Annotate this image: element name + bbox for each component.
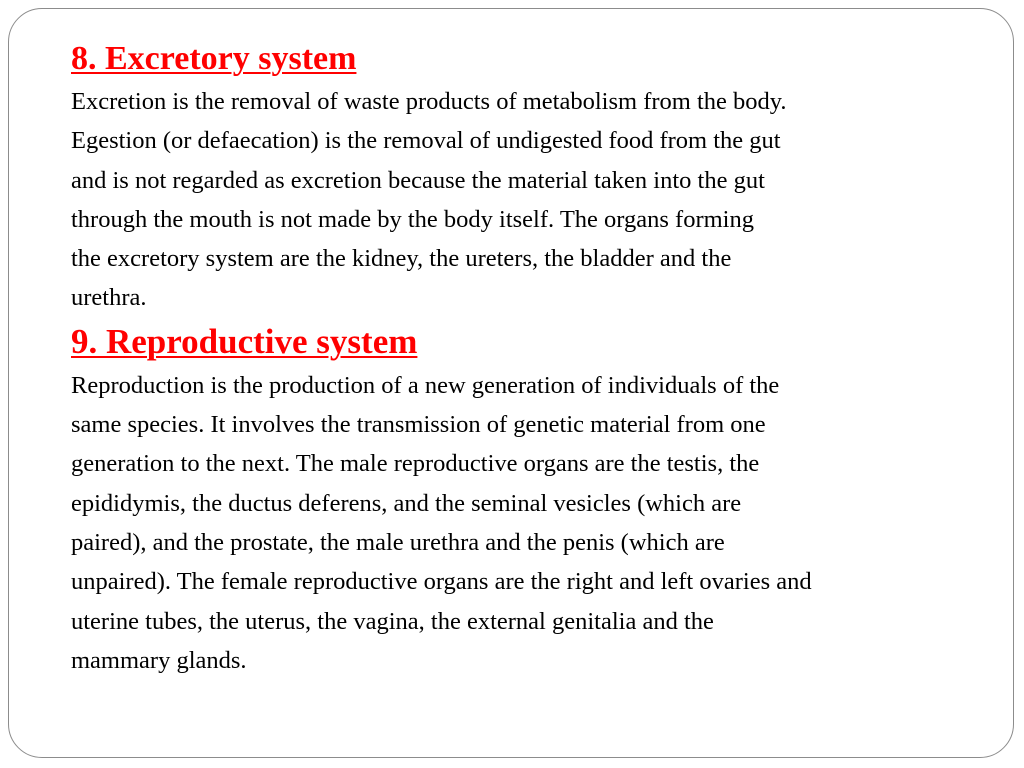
paragraph-line: epididymis, the ductus deferens, and the seminal vesicles (which are [71, 489, 742, 517]
paragraph-line: mammary glands. [71, 646, 247, 674]
slide-frame [8, 8, 1014, 758]
paragraph-line: through the mouth is not made by the body itself. The organs forming [71, 205, 754, 233]
reproductive-system-paragraph [71, 366, 971, 680]
excretory-system-heading: 8. Excretory system [71, 40, 357, 77]
paragraph-line: unpaired). The female reproductive organs are the right and left ovaries and [71, 568, 812, 596]
paragraph-line: same species. It involves the transmission of genetic material from one [71, 411, 766, 439]
paragraph-line: and is not regarded as excretion because the material taken into the gut [71, 166, 765, 194]
paragraph-line: uterine tubes, the uterus, the vagina, the external genitalia and the [71, 607, 714, 635]
paragraph-line: paired), and the prostate, the male urethra and the penis (which are [71, 528, 725, 556]
paragraph-line: urethra. [71, 284, 147, 312]
paragraph-line: Reproduction is the production of a new generation of individuals of the [71, 371, 780, 399]
slide-content [71, 36, 971, 680]
paragraph-line: generation to the next. The male reproductive organs are the testis, the [71, 450, 760, 478]
reproductive-system-heading: 9. Reproductive system [71, 321, 418, 361]
paragraph-line: the excretory system are the kidney, the ureters, the bladder and the [71, 245, 732, 273]
excretory-system-paragraph [71, 82, 971, 318]
paragraph-line: Excretion is the removal of waste products of metabolism from the body. [71, 88, 787, 115]
paragraph-line: Egestion (or defaecation) is the removal of undigested food from the gut [71, 127, 781, 155]
